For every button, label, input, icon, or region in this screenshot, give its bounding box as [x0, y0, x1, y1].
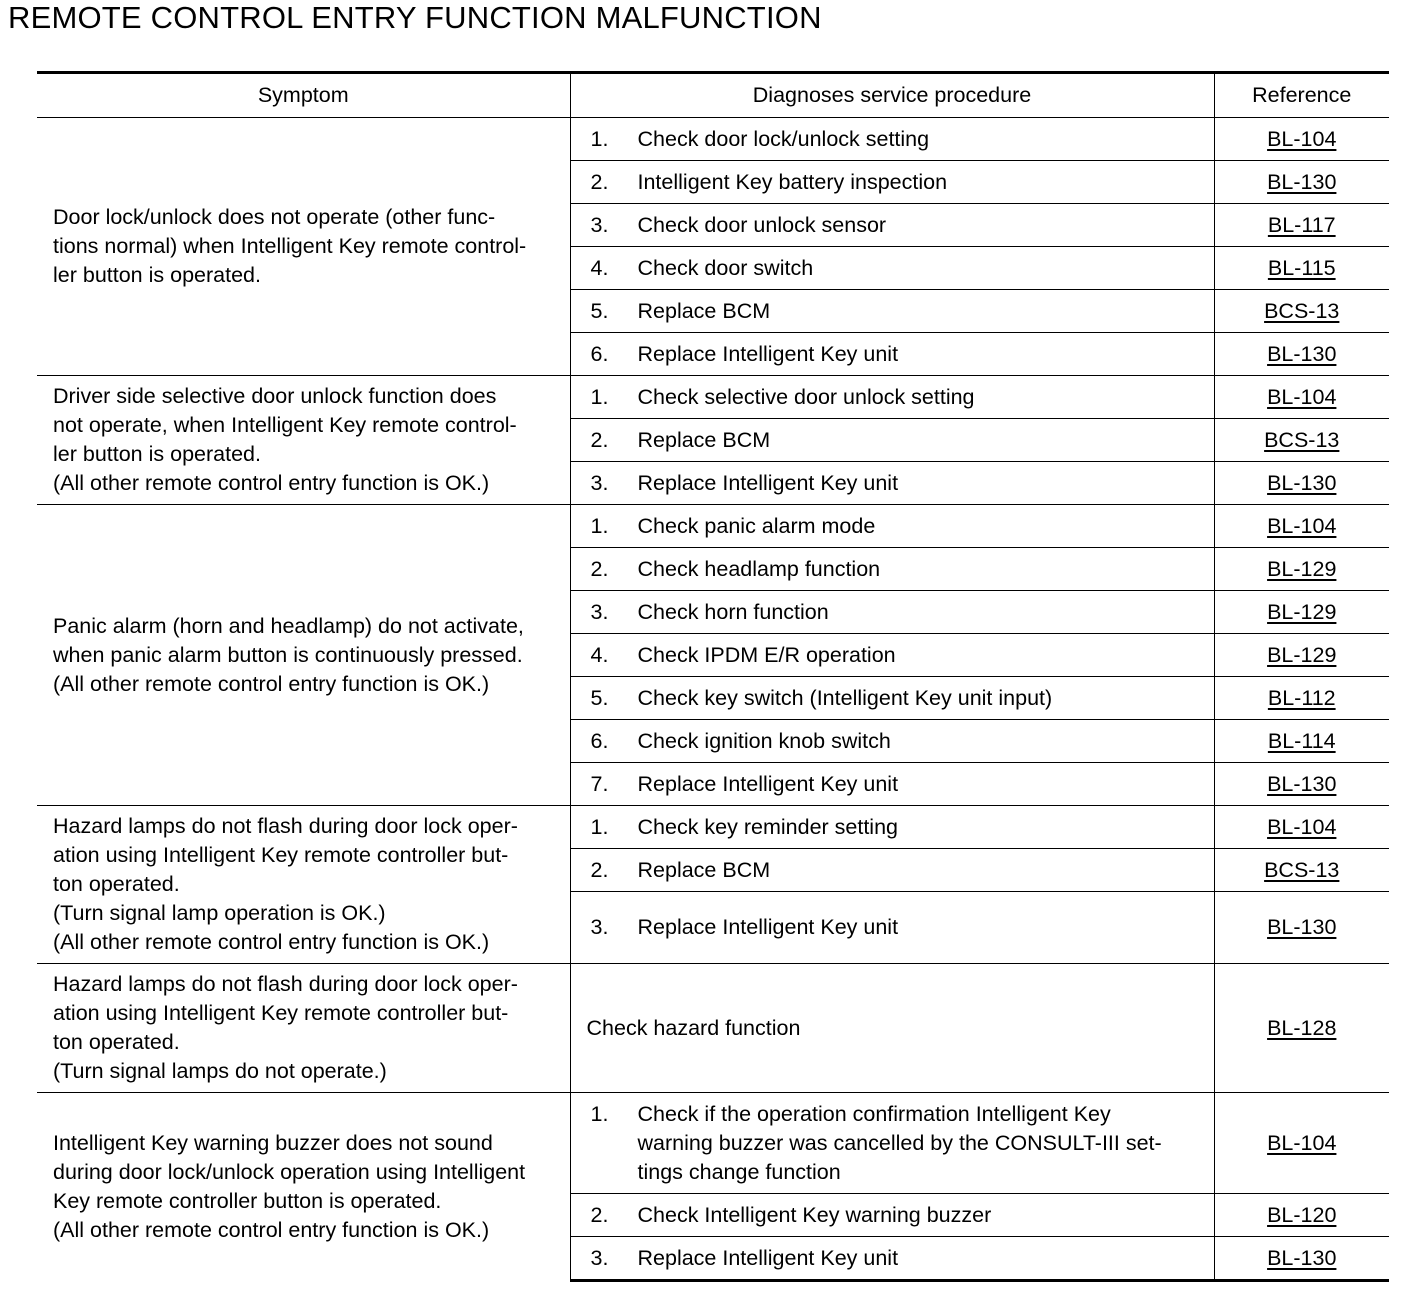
text-line: (All other remote control entry function is OK.): [53, 471, 490, 495]
reference-cell: [1214, 333, 1389, 376]
step-number: 3.: [590, 212, 609, 237]
reference-cell: [1214, 505, 1389, 548]
text-line: Check headlamp function: [637, 556, 881, 581]
symptom-cell: [37, 118, 570, 376]
text-line: Check selective door unlock setting: [637, 384, 975, 409]
text-line: Check Intelligent Key warning buzzer: [637, 1202, 992, 1227]
step-text: [638, 1100, 1162, 1187]
text-line: ation using Intelligent Key remote controller but-: [53, 1001, 509, 1025]
reference-cell: [1214, 462, 1389, 505]
reference-link[interactable]: BL-130: [1267, 169, 1337, 194]
text-line: Replace Intelligent Key unit: [637, 771, 899, 796]
text-line: when panic alarm button is continuously pressed.: [53, 642, 523, 667]
step-text: [638, 813, 899, 842]
text-line: (Turn signal lamp operation is OK.): [53, 901, 386, 925]
step-text: [638, 684, 1053, 713]
reference-link[interactable]: BL-130: [1267, 341, 1337, 366]
table-row: [37, 505, 1389, 548]
reference-header: Reference: [1214, 73, 1389, 118]
step-number: 2.: [590, 1202, 609, 1227]
step-text: [638, 426, 771, 455]
procedure-cell: [570, 806, 1214, 849]
text-line: tings change function: [637, 1159, 841, 1184]
reference-link[interactable]: BL-129: [1267, 556, 1337, 581]
text-line: Replace Intelligent Key unit: [637, 1245, 899, 1270]
reference-cell: [1214, 1194, 1389, 1237]
procedure-cell: [570, 634, 1214, 677]
text-line: (Turn signal lamps do not operate.): [53, 1059, 387, 1083]
step-number: 2.: [590, 169, 609, 194]
text-line: Check door lock/unlock setting: [637, 126, 930, 151]
reference-link[interactable]: BCS-13: [1264, 857, 1340, 882]
step-text: [638, 211, 887, 240]
reference-cell: [1214, 1093, 1389, 1194]
text-line: Check IPDM E/R operation: [637, 642, 896, 667]
text-line: not operate, when Intelligent Key remote control-: [53, 413, 517, 437]
step-number: 1.: [590, 513, 609, 538]
text-line: ation using Intelligent Key remote controller but-: [53, 843, 509, 867]
reference-cell: [1214, 419, 1389, 462]
procedure-header: Diagnoses service procedure: [570, 73, 1214, 118]
text-line: Hazard lamps do not flash during door lock oper-: [53, 972, 518, 996]
reference-cell: [1214, 247, 1389, 290]
text-line: Replace Intelligent Key unit: [637, 915, 899, 939]
text-line: (All other remote control entry function is OK.): [53, 930, 490, 954]
step-text: [638, 1244, 899, 1273]
reference-link[interactable]: BL-130: [1267, 771, 1337, 796]
reference-link[interactable]: BL-104: [1267, 814, 1337, 839]
text-line: Key remote controller button is operated.: [53, 1188, 442, 1213]
table-row: [37, 118, 1389, 161]
reference-link[interactable]: BL-129: [1267, 599, 1337, 624]
step-number: 4.: [590, 255, 609, 280]
text-line: Check ignition knob switch: [637, 728, 891, 753]
step-number: 3.: [590, 599, 609, 624]
step-number: 1.: [590, 384, 609, 409]
reference-cell: [1214, 964, 1389, 1093]
text-line: Driver side selective door unlock function does: [53, 384, 497, 408]
reference-link[interactable]: BL-130: [1267, 915, 1337, 939]
symptom-header: Symptom: [37, 73, 570, 118]
reference-cell: [1214, 806, 1389, 849]
procedure-cell: [570, 849, 1214, 892]
step-text: [638, 555, 881, 584]
step-text: [638, 913, 899, 942]
text-line: Replace BCM: [637, 298, 771, 323]
reference-link[interactable]: BL-129: [1267, 642, 1337, 667]
reference-cell: [1214, 720, 1389, 763]
procedure-cell: [570, 591, 1214, 634]
page-title: REMOTE CONTROL ENTRY FUNCTION MALFUNCTION: [8, 0, 822, 35]
text-line: warning buzzer was cancelled by the CONSULT-III set-: [637, 1130, 1162, 1155]
text-line: Hazard lamps do not flash during door lock oper-: [53, 814, 518, 838]
text-line: Check key switch (Intelligent Key unit input): [637, 685, 1053, 710]
step-text: [638, 512, 876, 541]
reference-cell: [1214, 204, 1389, 247]
procedure-cell: [570, 1237, 1214, 1281]
text-line: (All other remote control entry function is OK.): [53, 1217, 490, 1242]
reference-cell: [1214, 591, 1389, 634]
step-number: 3.: [590, 915, 609, 939]
reference-cell: [1214, 892, 1389, 964]
step-number: 3.: [590, 1245, 609, 1270]
procedure-cell: [570, 720, 1214, 763]
text-line: Replace BCM: [637, 427, 771, 452]
reference-link[interactable]: BL-104: [1267, 126, 1337, 151]
text-line: Panic alarm (horn and headlamp) do not activate,: [53, 613, 524, 638]
reference-cell: [1214, 763, 1389, 806]
reference-link[interactable]: BL-114: [1267, 728, 1336, 753]
text-line: Check panic alarm mode: [637, 513, 876, 538]
text-line: Check key reminder setting: [637, 814, 898, 839]
text-line: Intelligent Key battery inspection: [637, 169, 948, 194]
procedure-cell: [570, 1194, 1214, 1237]
procedure-cell: [570, 161, 1214, 204]
step-number: 3.: [590, 470, 609, 495]
procedure-cell: [570, 333, 1214, 376]
reference-link[interactable]: BL-130: [1267, 1245, 1337, 1270]
procedure-cell: [570, 505, 1214, 548]
text-line: ton operated.: [53, 872, 180, 896]
procedure-cell: Check hazard function: [570, 964, 1214, 1093]
reference-link[interactable]: BL-130: [1267, 470, 1337, 495]
reference-link[interactable]: BL-104: [1267, 384, 1337, 409]
reference-cell: [1214, 376, 1389, 419]
step-number: 2.: [590, 556, 609, 581]
reference-cell: [1214, 677, 1389, 720]
step-text: [638, 598, 829, 627]
reference-link[interactable]: BCS-13: [1264, 427, 1340, 452]
text-line: Replace Intelligent Key unit: [637, 341, 899, 366]
text-line: Door lock/unlock does not operate (other func-: [53, 205, 496, 229]
step-text: [638, 856, 771, 885]
text-line: ler button is operated.: [53, 263, 261, 287]
procedure-cell: [570, 204, 1214, 247]
step-number: 1.: [590, 126, 609, 151]
text-line: Check if the operation confirmation Intelligent Key: [637, 1101, 1111, 1126]
step-number: 5.: [590, 685, 609, 710]
text-line: tions normal) when Intelligent Key remote control-: [53, 234, 527, 258]
step-text: [638, 168, 948, 197]
step-text: [638, 469, 899, 498]
step-number: 2.: [590, 427, 609, 452]
table-body: [37, 118, 1389, 1281]
step-text: [638, 770, 899, 799]
procedure-cell: [570, 763, 1214, 806]
reference-cell: [1214, 118, 1389, 161]
step-number: 1.: [590, 814, 609, 839]
text-line: Check door unlock sensor: [637, 212, 887, 237]
step-number: 7.: [590, 771, 609, 796]
reference-link[interactable]: BL-112: [1267, 685, 1336, 710]
procedure-cell: [570, 376, 1214, 419]
reference-link[interactable]: BL-117: [1267, 212, 1336, 237]
reference-link[interactable]: BL-120: [1267, 1202, 1337, 1227]
reference-cell: [1214, 548, 1389, 591]
diagnosis-table: [37, 71, 1389, 1282]
step-number: 1.: [590, 1101, 609, 1126]
procedure-cell: [570, 118, 1214, 161]
step-number: 6.: [590, 341, 609, 366]
text-line: Replace Intelligent Key unit: [637, 470, 899, 495]
step-text: [638, 254, 814, 283]
reference-cell: [1214, 634, 1389, 677]
step-number: 6.: [590, 728, 609, 753]
step-number: 4.: [590, 642, 609, 667]
procedure-cell: [570, 419, 1214, 462]
reference-cell: [1214, 1237, 1389, 1281]
symptom-cell: [37, 505, 570, 806]
text-line: Check door switch: [637, 255, 814, 280]
symptom-cell: [37, 1093, 570, 1281]
reference-cell: [1214, 290, 1389, 333]
symptom-cell: [37, 376, 570, 505]
step-number: 2.: [590, 857, 609, 882]
procedure-cell: [570, 892, 1214, 964]
table-row: [37, 806, 1389, 849]
table-row: [37, 964, 1389, 1093]
reference-link[interactable]: BCS-13: [1264, 298, 1340, 323]
reference-cell: [1214, 849, 1389, 892]
procedure-cell: [570, 677, 1214, 720]
text-line: Intelligent Key warning buzzer does not sound: [53, 1130, 493, 1155]
reference-link[interactable]: BL-128: [1267, 1015, 1337, 1040]
procedure-cell: [570, 290, 1214, 333]
symptom-cell: [37, 806, 570, 964]
step-text: [638, 727, 891, 756]
step-text: [638, 1201, 992, 1230]
table-row: [37, 1093, 1389, 1194]
text-line: ler button is operated.: [53, 442, 261, 466]
text-line: during door lock/unlock operation using Intelligent: [53, 1159, 526, 1184]
reference-cell: [1214, 161, 1389, 204]
symptom-cell: [37, 964, 570, 1093]
text-line: (All other remote control entry function is OK.): [53, 671, 490, 696]
procedure-cell: [570, 247, 1214, 290]
text-line: ton operated.: [53, 1030, 180, 1054]
reference-link[interactable]: BL-115: [1267, 255, 1336, 280]
table-header-row: [37, 73, 1389, 118]
text-line: Replace BCM: [637, 857, 771, 882]
step-text: [638, 125, 930, 154]
step-text: [638, 340, 899, 369]
table-row: [37, 376, 1389, 419]
step-text: [638, 641, 896, 670]
reference-link[interactable]: BL-104: [1267, 1130, 1337, 1155]
text-line: Check horn function: [637, 599, 829, 624]
procedure-cell: [570, 548, 1214, 591]
step-text: [638, 383, 975, 412]
procedure-cell: [570, 1093, 1214, 1194]
reference-link[interactable]: BL-104: [1267, 513, 1337, 538]
step-number: 5.: [590, 298, 609, 323]
procedure-cell: [570, 462, 1214, 505]
step-text: [638, 297, 771, 326]
